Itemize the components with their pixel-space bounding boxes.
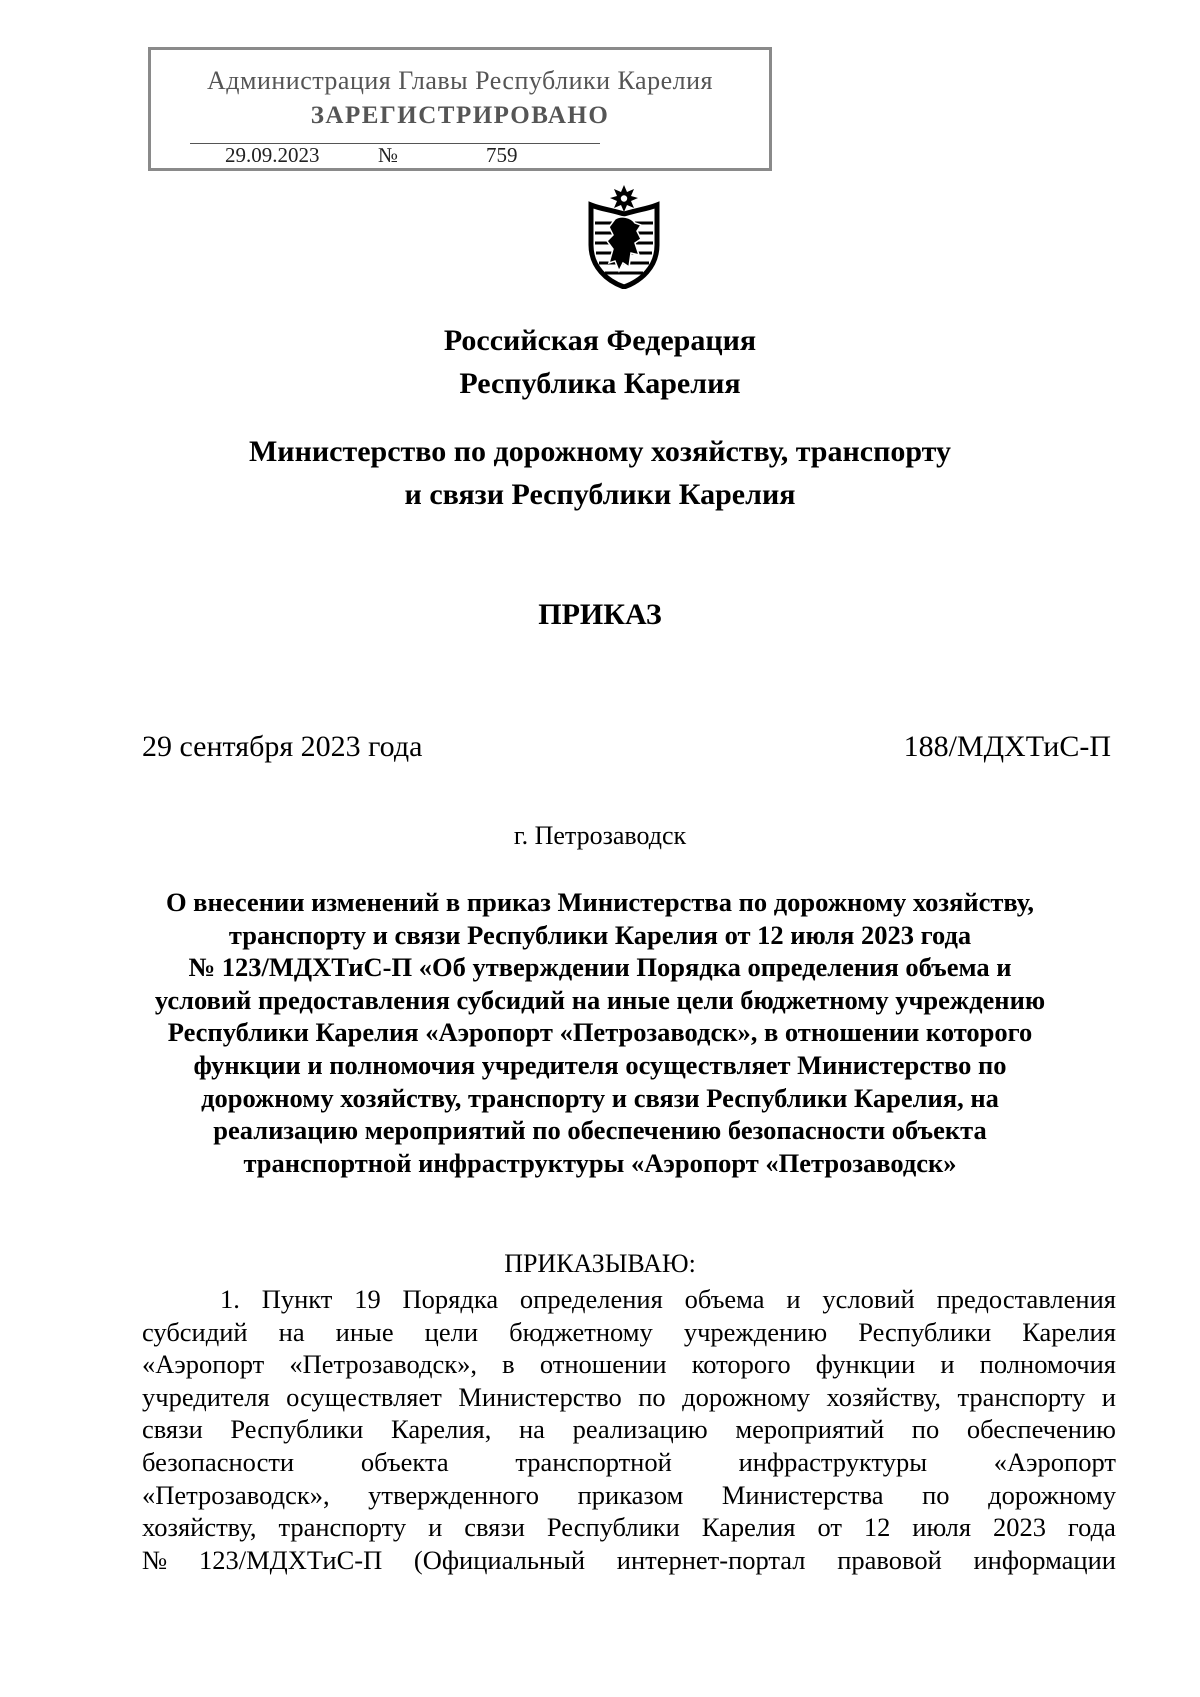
title-line: функции и полномочия учредителя осуществляет Министерство по bbox=[193, 1049, 1007, 1080]
title-line: дорожному хозяйству, транспорту и связи Республики Карелия, на bbox=[201, 1082, 999, 1113]
document-title bbox=[120, 886, 1080, 1179]
document-body bbox=[142, 1283, 1116, 1576]
stamp-date: 29.09.2023 bbox=[225, 143, 320, 167]
title-line: № 123/МДХТиС-П «Об утверждении Порядка определения объема и bbox=[188, 952, 1012, 983]
stamp-number: 759 bbox=[486, 143, 518, 167]
header-country: Российская Федерация bbox=[443, 324, 757, 357]
document-number: 188/МДХТиС-П bbox=[903, 730, 1111, 763]
document-city: г. Петрозаводск bbox=[513, 821, 687, 850]
coat-of-arms-icon bbox=[585, 183, 663, 289]
stamp-number-sign: № bbox=[378, 143, 399, 167]
orders-heading: ПРИКАЗЫВАЮ: bbox=[504, 1249, 696, 1278]
header-ministry-line1: Министерство по дорожному хозяйству, транспорту bbox=[248, 435, 952, 468]
body-line: учредителя осуществляет Министерство по дорожному хозяйству, транспорту и bbox=[142, 1381, 1116, 1412]
body-line: безопасности объекта транспортной инфраструктуры «Аэропорт bbox=[142, 1446, 1116, 1477]
body-line: 1. Пункт 19 Порядка определения объема и условий предоставления bbox=[220, 1284, 1116, 1314]
title-line: О внесении изменений в приказ Министерства по дорожному хозяйству, bbox=[165, 887, 1035, 917]
body-line: субсидий на иные цели бюджетному учреждению Республики Карелия bbox=[142, 1316, 1116, 1347]
title-line: транспорту и связи Республики Карелия от 12 июля 2023 года bbox=[228, 919, 972, 950]
document-type: ПРИКАЗ bbox=[538, 598, 662, 631]
stamp-organization: Администрация Главы Республики Карелия bbox=[207, 66, 713, 95]
body-line: «Аэропорт «Петрозаводск», в отношении которого функции и полномочия bbox=[142, 1349, 1116, 1380]
body-line: № 123/МДХТиС-П (Официальный интернет-портал правовой информации bbox=[142, 1544, 1116, 1575]
header-ministry-line2: и связи Республики Карелия bbox=[404, 478, 796, 511]
body-line: «Петрозаводск», утвержденного приказом Министерства по дорожному bbox=[142, 1479, 1116, 1510]
body-line: хозяйству, транспорту и связи Республики Карелия от 12 июля 2023 года bbox=[142, 1512, 1116, 1543]
stamp-status: ЗАРЕГИСТРИРОВАНО bbox=[310, 102, 610, 129]
body-line: связи Республики Карелия, на реализацию мероприятий по обеспечению bbox=[142, 1414, 1116, 1445]
title-line: реализацию мероприятий по обеспечению безопасности объекта bbox=[213, 1115, 987, 1146]
header-republic: Республика Карелия bbox=[459, 367, 741, 400]
title-line: условий предоставления субсидий на иные цели бюджетному учреждению bbox=[154, 984, 1046, 1015]
document-date: 29 сентября 2023 года bbox=[142, 730, 423, 763]
title-line: транспортной инфраструктуры «Аэропорт «Петрозаводск» bbox=[243, 1147, 957, 1178]
title-line: Республики Карелия «Аэропорт «Петрозаводск», в отношении которого bbox=[167, 1017, 1033, 1048]
